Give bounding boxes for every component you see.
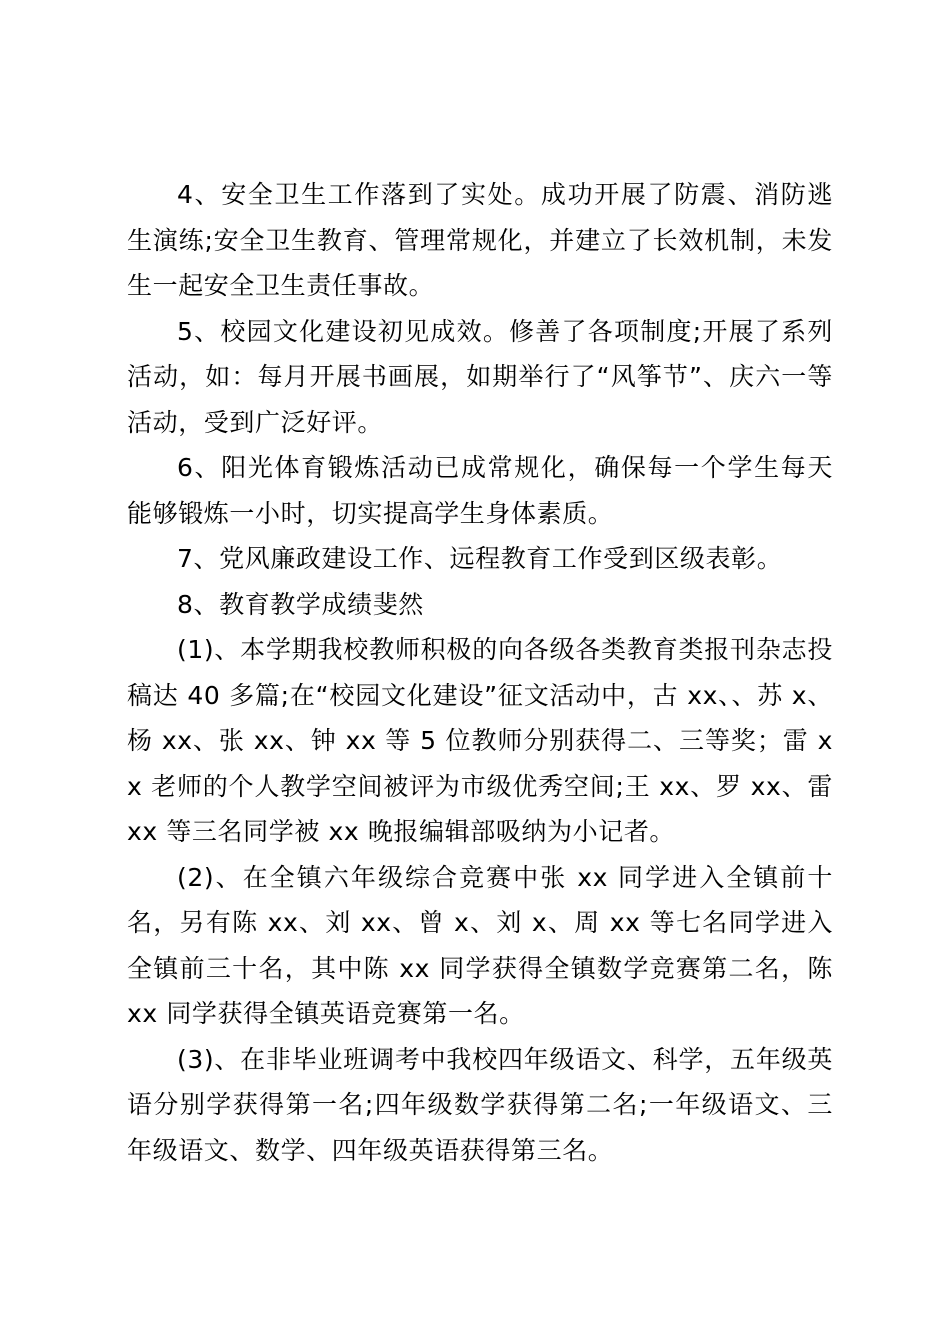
paragraph-exam-results: (3)、在非毕业班调考中我校四年级语文、科学，五年级英语分别学获得第一名;四年级数学获得第二名;一年级语文、三年级语文、数学、四年级英语获得第三名。 xyxy=(127,1044,833,1165)
paragraph-party-conduct: 7、党风廉政建设工作、远程教育工作受到区级表彰。 xyxy=(177,544,783,573)
paragraph-teacher-awards: (1)、本学期我校教师积极的向各级各类教育类报刊杂志投稿达 40 多篇;在“校园文化建设”征文活动中，古 xx、、苏 x、杨 xx、张 xx、钟 xx 等 5 位教师分别获得二、三等奖；雷 xx 老师的个人教学空间被评为市级优秀空间;王 xx、罗 xx、雷 xx 等三名同学被 xx 晚报编辑部吸纳为小记者。 xyxy=(127,635,833,846)
paragraph-achievements-heading: 8、教育教学成绩斐然 xyxy=(177,589,424,619)
document-body xyxy=(127,172,833,1173)
paragraph-safety: 4、安全卫生工作落到了实处。成功开展了防震、消防逃生演练;安全卫生教育、管理常规化，并建立了长效机制，未发生一起安全卫生责任事故。 xyxy=(127,180,833,300)
paragraph-town-competition: (2)、在全镇六年级综合竞赛中张 xx 同学进入全镇前十名，另有陈 xx、刘 xx、曾 x、刘 x、周 xx 等七名同学进入全镇前三十名，其中陈 xx 同学获得全镇数学竞赛第二名，陈 xx 同学获得全镇英语竞赛第一名。 xyxy=(127,862,833,1028)
paragraph-campus-culture: 5、校园文化建设初见成效。修善了各项制度;开展了系列活动，如：每月开展书画展，如期举行了“风筝节”、庆六一等活动，受到广泛好评。 xyxy=(127,316,833,437)
paragraph-sports: 6、阳光体育锻炼活动已成常规化，确保每一个学生每天能够锻炼一小时，切实提高学生身体素质。 xyxy=(127,453,833,528)
